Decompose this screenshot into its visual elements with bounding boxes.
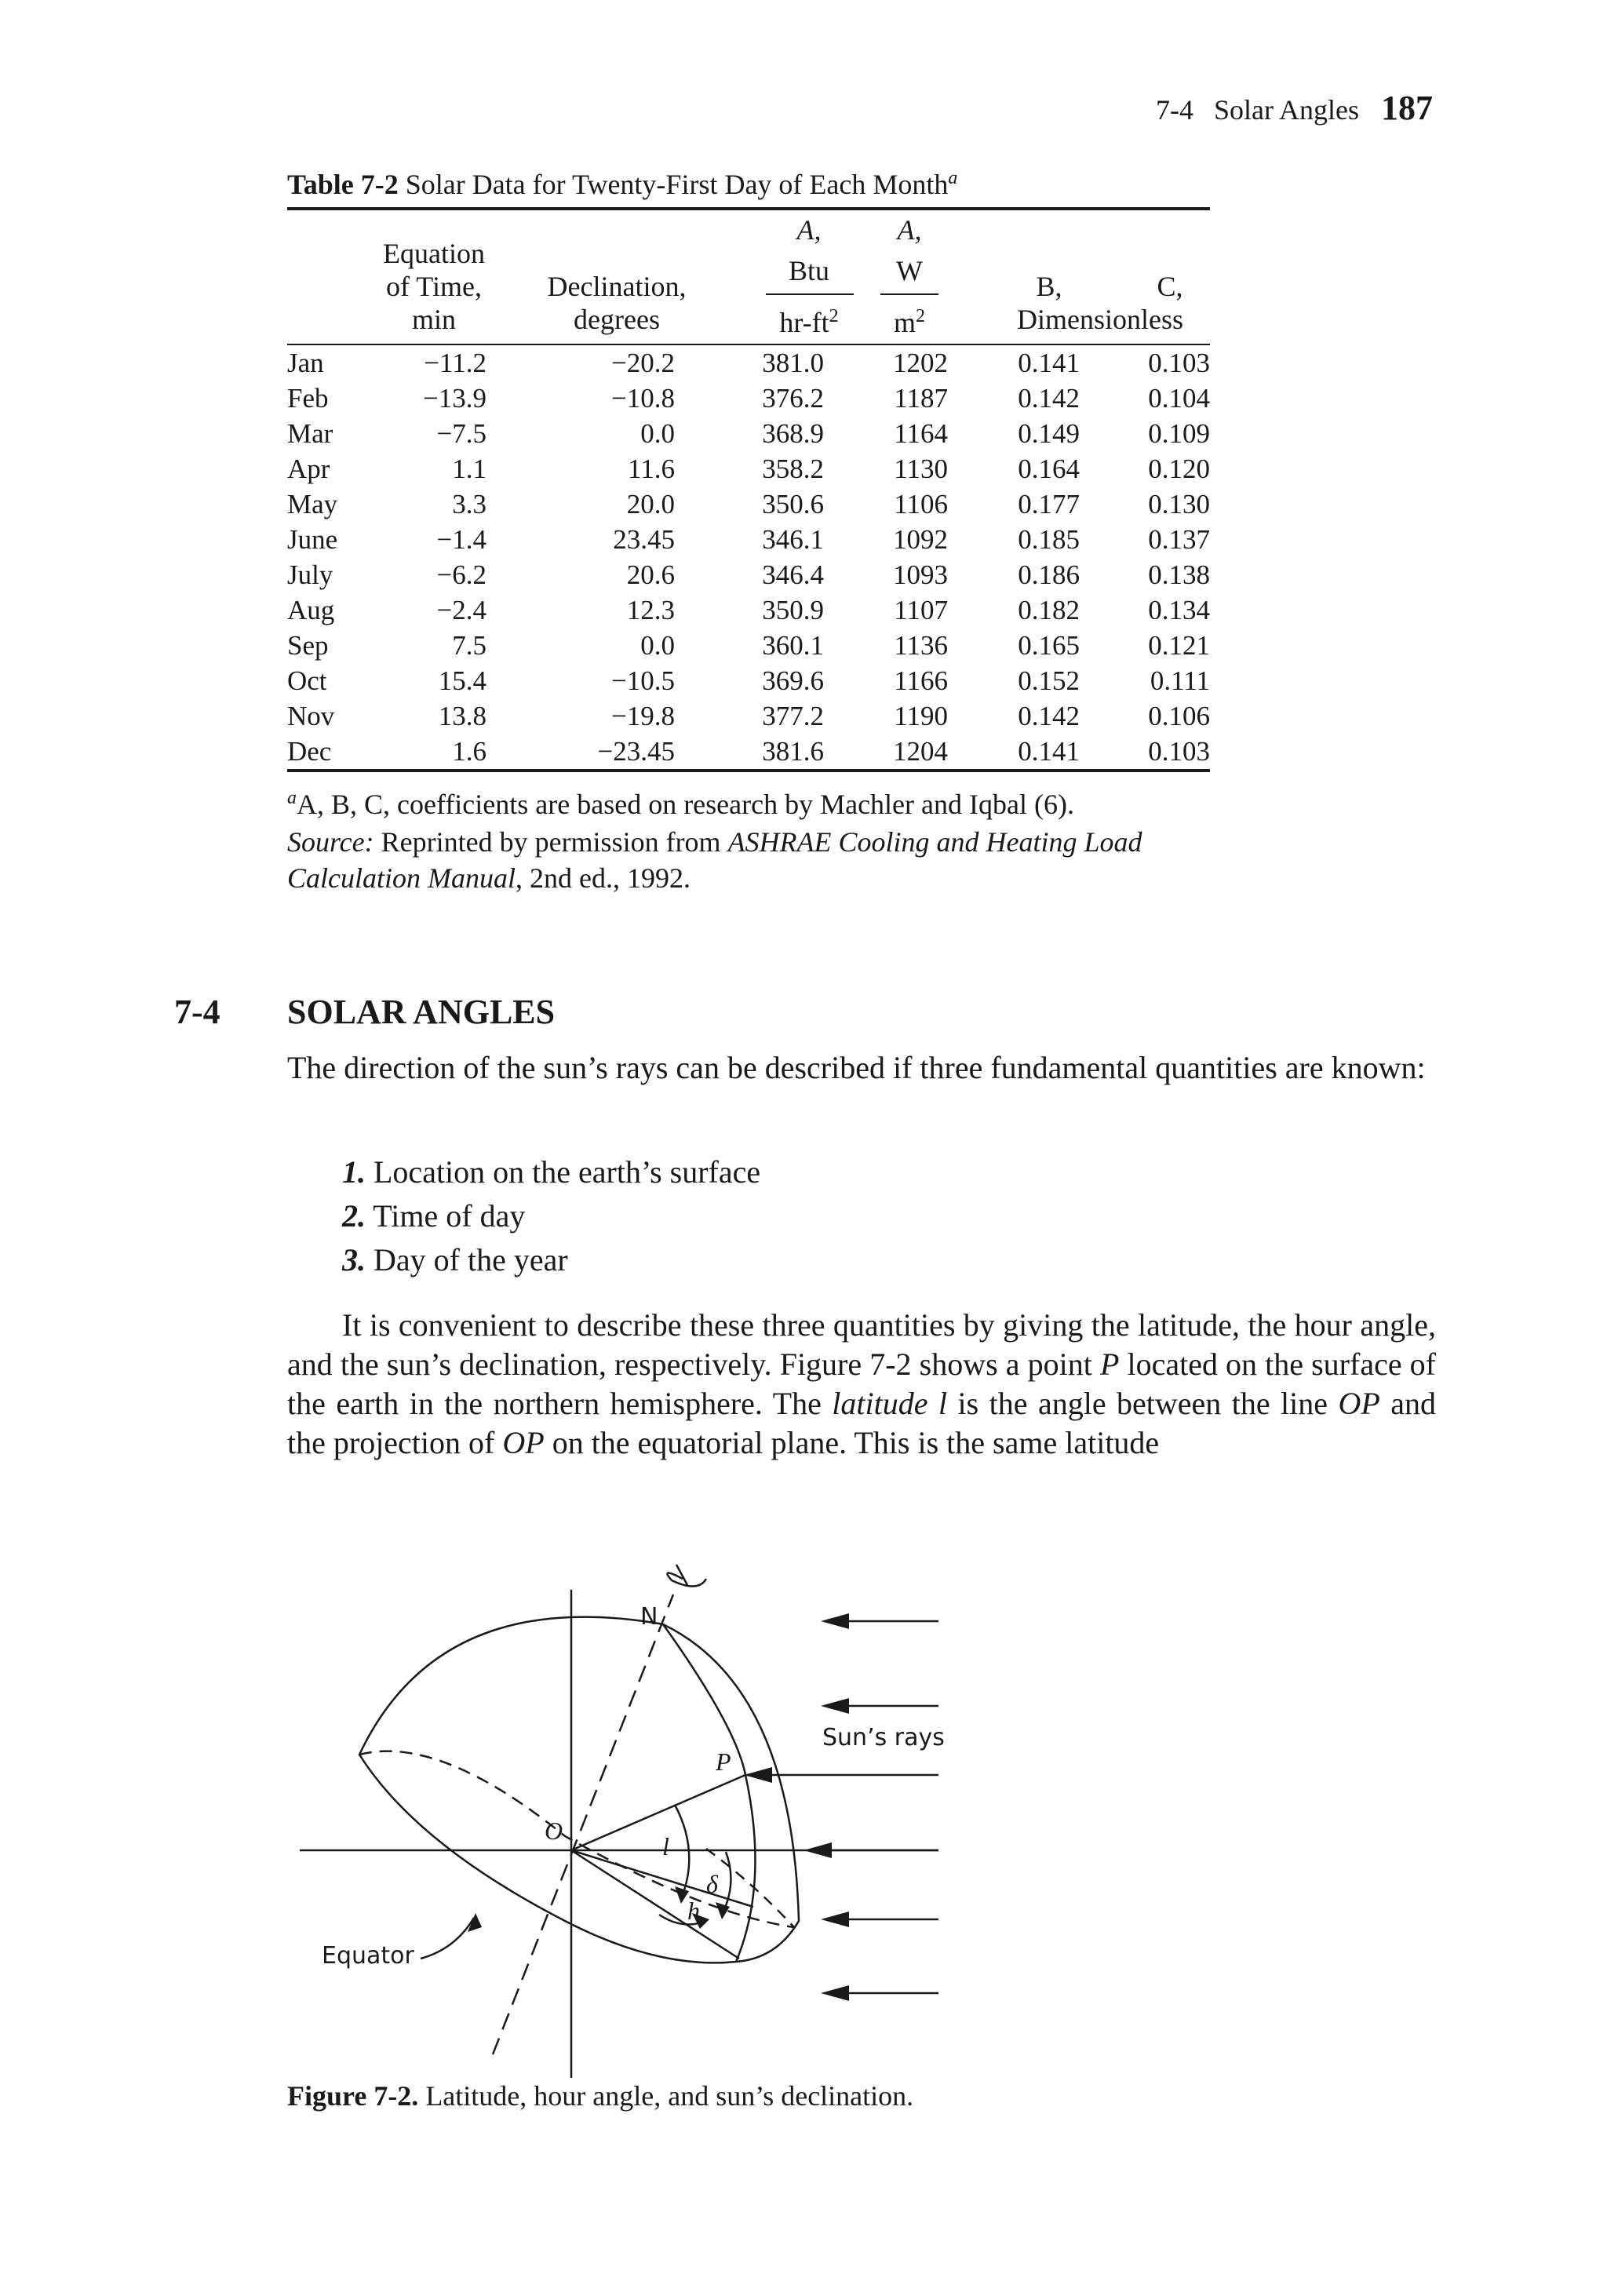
table-cell: −23.45 <box>597 736 675 767</box>
table-cell: 0.106 <box>1148 701 1210 731</box>
table-cell: 15.4 <box>438 665 486 696</box>
table-cell: Mar <box>287 418 333 449</box>
section-title: SOLAR ANGLES <box>287 993 556 1031</box>
header-a-btu-denominator: $hr-ft^2$ <box>779 306 839 338</box>
arrowhead-6 <box>821 1985 849 2001</box>
table-cell: 1204 <box>893 736 948 767</box>
table-cell: 377.2 <box>762 701 824 731</box>
arrowhead-5 <box>821 1912 849 1927</box>
table-cell: 1.6 <box>452 736 486 767</box>
table-cell: 0.141 <box>1018 736 1080 767</box>
source-tail: , 2nd ed., 1992. <box>516 862 691 894</box>
table-cell: 0.0 <box>640 630 675 661</box>
equator-leader <box>421 1918 474 1959</box>
table-cell: 0.134 <box>1148 595 1210 625</box>
table-cell: 346.1 <box>762 524 824 555</box>
table-cell: 376.2 <box>762 383 824 414</box>
table-cell: Oct <box>287 665 327 696</box>
header-section-number: 7-4 <box>1156 94 1193 126</box>
table-cell: Jan <box>287 348 324 378</box>
header-a-btu-symbol: A, <box>796 214 822 246</box>
table-cell: 350.9 <box>762 595 824 625</box>
line-o-equator <box>571 1850 739 1959</box>
polar-axis <box>493 1594 673 2054</box>
table-cell: 1166 <box>894 665 948 696</box>
list-item: 3. Day of the year <box>342 1242 568 1277</box>
table-cell: 0.137 <box>1148 524 1210 555</box>
table-cell: 0.103 <box>1148 348 1210 378</box>
table-cell: 0.149 <box>1018 418 1080 449</box>
table-cell: −20.2 <box>611 348 675 378</box>
table-cell: 1190 <box>894 701 948 731</box>
body-paragraph: It is convenient to describe these three quantities by giving the latitude, the hour angle, and the sun’s declination, respectively. Figure 7-2 shows a point P located on the surface of the earth in the northern hemisphere. The latitude l is the angle between the line OP and the projection of OP on the equatorial plane. This is the same latitude <box>287 1307 1437 1460</box>
table-cell: −11.2 <box>424 348 486 378</box>
table-cell: 381.0 <box>762 348 824 378</box>
table-cell: 0.130 <box>1148 489 1210 519</box>
label-latitude-l: l <box>662 1832 669 1860</box>
table-cell: 1202 <box>893 348 948 378</box>
table-cell: 7.5 <box>452 630 486 661</box>
table-cell: 0.109 <box>1148 418 1210 449</box>
arrowhead-1 <box>821 1613 849 1629</box>
table-cell: Apr <box>287 454 330 484</box>
table-cell: 381.6 <box>762 736 824 767</box>
sphere-outline <box>359 1617 799 1963</box>
table-cell: Aug <box>287 595 335 625</box>
list-item: 2. Time of day <box>342 1198 526 1234</box>
intro-paragraph: The direction of the sun’s rays can be described if three fundamental quantities are known: <box>287 1050 1426 1085</box>
table-cell: 1107 <box>894 595 948 625</box>
table-cell: 13.8 <box>438 701 486 731</box>
table-cell: 1106 <box>894 489 948 519</box>
source-label: Source: <box>287 826 374 858</box>
table-cell: 0.142 <box>1018 701 1080 731</box>
table-cell: 3.3 <box>452 489 486 519</box>
arrowhead-2 <box>821 1698 849 1714</box>
header-eq-line-1: Equation <box>383 238 485 269</box>
equator-back <box>359 1751 794 1927</box>
line-op <box>571 1775 745 1850</box>
figure-caption <box>287 2079 913 2112</box>
source-text: Reprinted by permission from <box>381 826 721 858</box>
label-declination-delta: δ <box>706 1870 718 1898</box>
table-cell: 0.104 <box>1148 383 1210 414</box>
header-a-w-numerator: W <box>896 255 923 286</box>
table-cell: 1092 <box>893 524 948 555</box>
table-cell: 1.1 <box>452 454 486 484</box>
table-cell: 0.165 <box>1018 630 1080 661</box>
table-cell: 11.6 <box>628 454 675 484</box>
table-cell: −10.5 <box>611 665 675 696</box>
table-title: Solar Data for Twenty-First Day of Each Month <box>405 169 949 200</box>
arrowhead-decl <box>716 1902 730 1919</box>
header-c: C, <box>1157 271 1183 302</box>
table-cell: 0.141 <box>1018 348 1080 378</box>
table-cell: June <box>287 524 338 555</box>
table-cell: July <box>287 559 333 590</box>
table-cell: 369.6 <box>762 665 824 696</box>
header-decl-line-1: Declination, <box>547 271 687 302</box>
source-book: ASHRAE Cooling and Heating Load Calculation Manual <box>287 826 1142 894</box>
header-a-w-denominator: $m^2$ <box>893 306 925 338</box>
table-cell: 0.121 <box>1148 630 1210 661</box>
table-cell: −19.8 <box>611 701 675 731</box>
table-cell: 358.2 <box>762 454 824 484</box>
table-cell: 0.103 <box>1148 736 1210 767</box>
table-cell: −6.2 <box>436 559 486 590</box>
table-cell: Dec <box>287 736 332 767</box>
figure-caption-text: Latitude, hour angle, and sun’s declination. <box>425 2080 914 2112</box>
table-cell: −1.4 <box>436 524 486 555</box>
figure-caption-label: Figure 7-2. <box>287 2080 419 2112</box>
page-number: 187 <box>1381 89 1433 127</box>
table-cell: 1130 <box>894 454 948 484</box>
list-item: 1. Location on the earth’s surface <box>342 1154 761 1190</box>
label-north: N <box>640 1603 658 1631</box>
table-cell: −10.8 <box>611 383 675 414</box>
header-eq-line-2: of Time, <box>385 271 483 302</box>
table-cell: 12.3 <box>626 595 675 625</box>
table-cell: 20.0 <box>626 489 675 519</box>
header-eq-line-3: min <box>411 304 456 335</box>
label-hour-angle-h: h <box>687 1897 700 1925</box>
table-cell: 0.138 <box>1148 559 1210 590</box>
header-b: B, <box>1036 271 1062 302</box>
header-section-title: Solar Angles <box>1214 94 1359 126</box>
label-sun-rays: Sun’s rays <box>822 1724 945 1751</box>
section-number: 7-4 <box>174 993 220 1031</box>
table-cell: 368.9 <box>762 418 824 449</box>
header-decl-line-2: degrees <box>574 304 660 335</box>
header-dimensionless: Dimensionless <box>1017 304 1183 335</box>
table-cell: 0.142 <box>1018 383 1080 414</box>
header-a-btu-numerator: Btu <box>788 255 829 286</box>
table-cell: 0.186 <box>1018 559 1080 590</box>
table-cell: Feb <box>287 383 329 414</box>
header-a-w-symbol: A, <box>897 214 922 246</box>
label-point-p: P <box>716 1748 731 1776</box>
table-cell: 350.6 <box>762 489 824 519</box>
footnote-mark: a <box>287 788 297 808</box>
table-label: Table 7-2 <box>287 169 399 200</box>
table-cell: 0.177 <box>1018 489 1080 519</box>
meridian <box>663 1624 756 1962</box>
table-cell: −2.4 <box>436 595 486 625</box>
table-cell: −7.5 <box>436 418 486 449</box>
arrowhead-4 <box>804 1842 832 1858</box>
table-cell: May <box>287 489 338 519</box>
footnote-text: A, B, C, coefficients are based on research by Machler and Iqbal (6). <box>297 789 1074 820</box>
label-origin-o: O <box>545 1817 563 1845</box>
table-cell: Nov <box>287 701 335 731</box>
table-cell: 1093 <box>893 559 948 590</box>
table-cell: −13.9 <box>423 383 486 414</box>
table-cell: 360.1 <box>762 630 824 661</box>
table-cell: 346.4 <box>762 559 824 590</box>
table-cell: Sep <box>287 630 329 661</box>
table-cell: 0.0 <box>640 418 675 449</box>
table-cell: 1187 <box>894 383 948 414</box>
table-cell: 23.45 <box>613 524 675 555</box>
rotation-tick <box>676 1565 687 1585</box>
table-cell: 0.164 <box>1018 454 1080 484</box>
table-cell: 20.6 <box>626 559 675 590</box>
table-cell: 0.111 <box>1150 665 1210 696</box>
table-cell: 0.185 <box>1018 524 1080 555</box>
table-cell: 1136 <box>894 630 948 661</box>
table-cell: 0.182 <box>1018 595 1080 625</box>
table-title-footnote-mark: a <box>948 168 958 188</box>
label-equator: Equator <box>322 1942 414 1970</box>
table-cell: 1164 <box>894 418 948 449</box>
table-cell: 0.120 <box>1148 454 1210 484</box>
arrowhead-3 <box>744 1767 772 1783</box>
table-cell: 0.152 <box>1018 665 1080 696</box>
